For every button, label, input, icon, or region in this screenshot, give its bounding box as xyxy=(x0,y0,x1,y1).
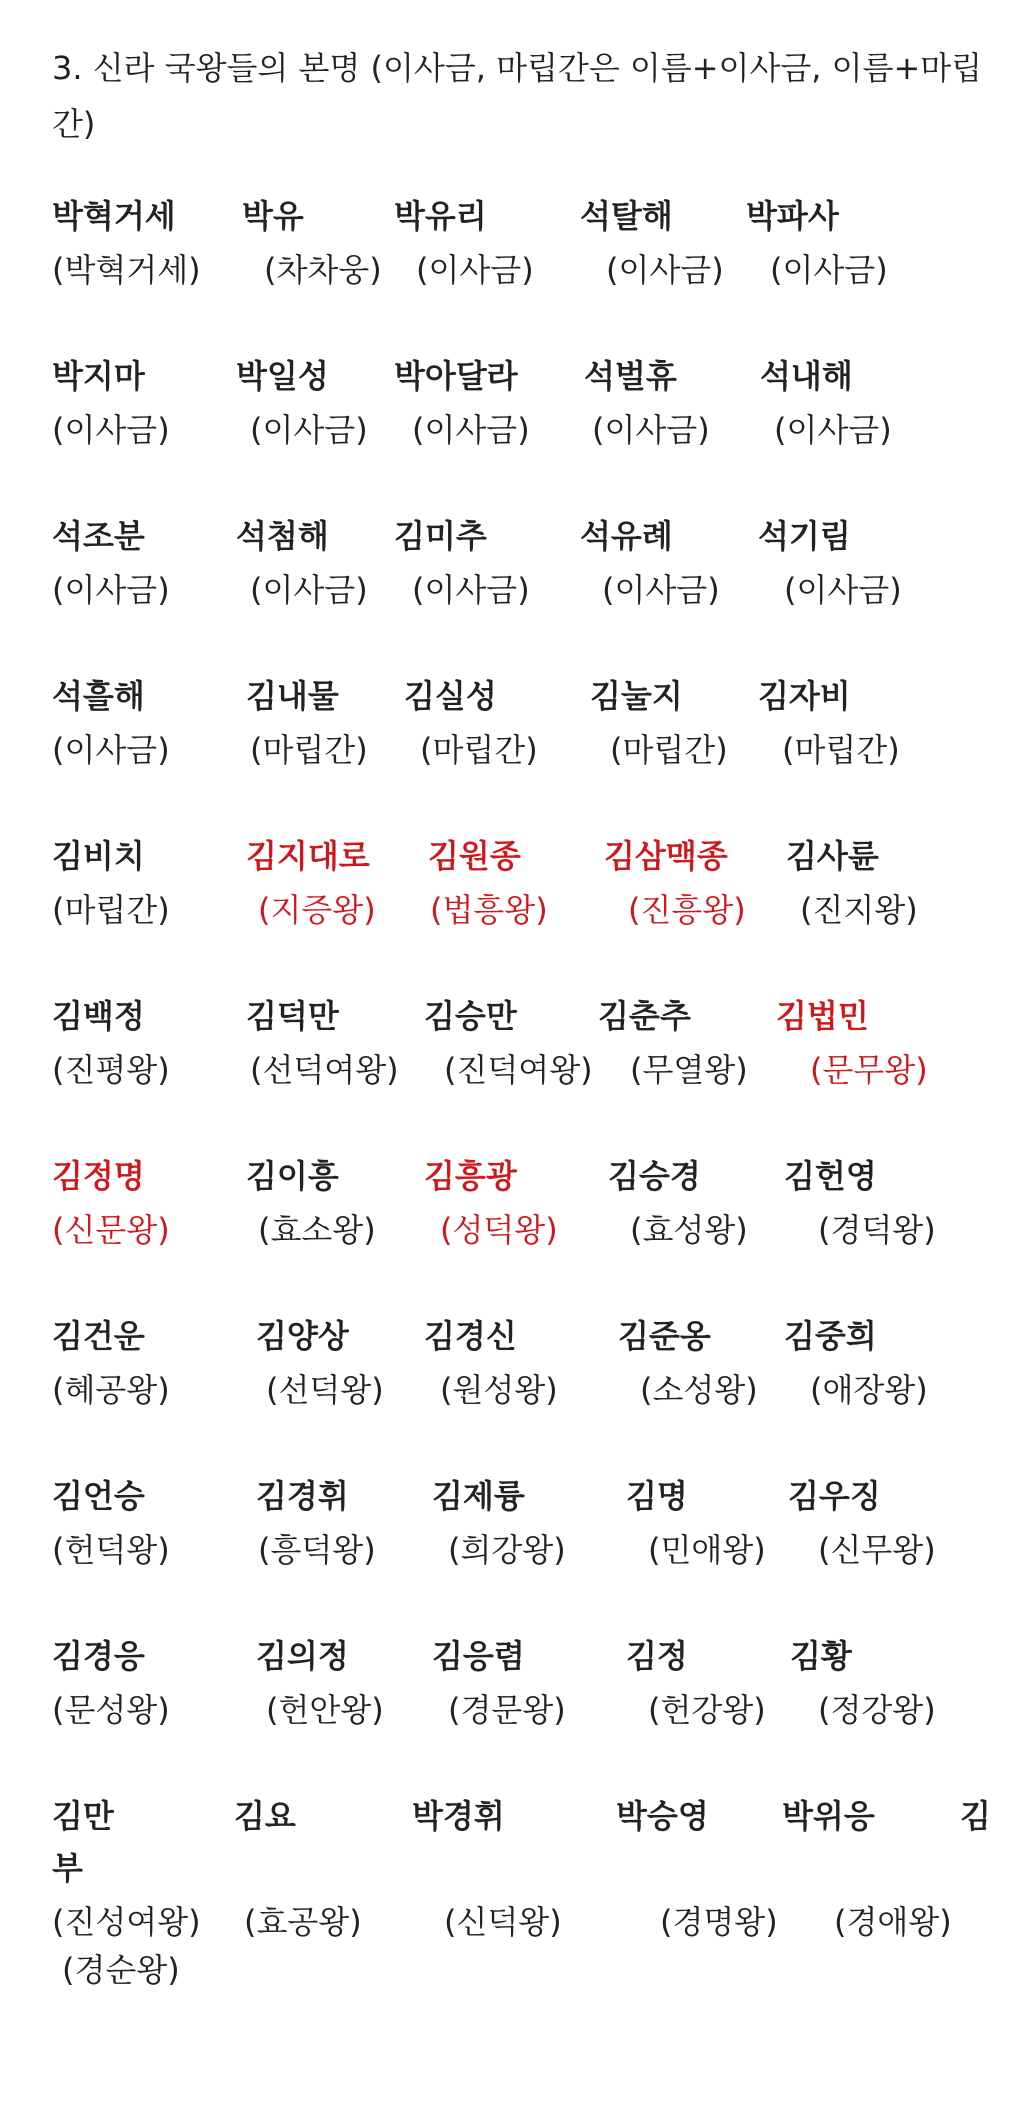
king-title: (이사금) xyxy=(412,571,530,609)
king-name: 김황 xyxy=(790,1637,852,1675)
king-name-highlighted: 김지대로 xyxy=(246,837,370,875)
king-title: (이사금) xyxy=(416,251,534,289)
king-title: (이사금) xyxy=(52,731,170,769)
king-name: 석내해 xyxy=(760,357,853,395)
king-name-highlighted: 김법민 xyxy=(776,997,869,1035)
king-title: (원성왕) xyxy=(440,1371,558,1409)
king-name: 박아달라 xyxy=(394,357,518,395)
king-name: 석첨해 xyxy=(236,517,329,555)
king-title: (마립간) xyxy=(782,731,900,769)
king-name: 김내물 xyxy=(246,677,339,715)
king-name: 김승만 xyxy=(424,997,517,1035)
king-title: (효공왕) xyxy=(244,1903,362,1941)
king-title: (마립간) xyxy=(420,731,538,769)
king-title: (진성여왕) xyxy=(52,1903,201,1941)
king-title: (경문왕) xyxy=(448,1691,566,1729)
king-name: 박위응 xyxy=(782,1797,875,1835)
king-title: (흥덕왕) xyxy=(258,1531,376,1569)
king-title: (선덕왕) xyxy=(266,1371,384,1409)
king-name-highlighted: 김흥광 xyxy=(424,1157,517,1195)
king-title: (진평왕) xyxy=(52,1051,170,1089)
king-name: 박유리 xyxy=(394,197,487,235)
king-name: 김경휘 xyxy=(256,1477,349,1515)
king-title: (경순왕) xyxy=(62,1951,180,1989)
king-title: (무열왕) xyxy=(630,1051,748,1089)
king-name: 김의정 xyxy=(256,1637,349,1675)
king-name: 김건운 xyxy=(52,1317,145,1355)
king-title-highlighted: (진흥왕) xyxy=(628,891,746,929)
king-name: 박승영 xyxy=(616,1797,709,1835)
king-name: 박지마 xyxy=(52,357,145,395)
king-name: 석벌휴 xyxy=(584,357,677,395)
king-title: (선덕여왕) xyxy=(250,1051,399,1089)
king-name-highlighted: 김삼맥종 xyxy=(604,837,728,875)
king-title: (경덕왕) xyxy=(818,1211,936,1249)
king-title: (이사금) xyxy=(606,251,724,289)
king-title: (진지왕) xyxy=(800,891,918,929)
king-title: (마립간) xyxy=(610,731,728,769)
king-title: (이사금) xyxy=(412,411,530,449)
king-title: (소성왕) xyxy=(640,1371,758,1409)
king-name: 석조분 xyxy=(52,517,145,555)
king-name-highlighted: 김원종 xyxy=(428,837,521,875)
king-title: (마립간) xyxy=(52,891,170,929)
king-name: 김승경 xyxy=(608,1157,701,1195)
king-name: 박유 xyxy=(242,197,304,235)
king-title: (이사금) xyxy=(52,571,170,609)
king-name-highlighted: 김정명 xyxy=(52,1157,145,1195)
king-title: (경애왕) xyxy=(834,1903,952,1941)
king-title: (문성왕) xyxy=(52,1691,170,1729)
king-name: 김실성 xyxy=(404,677,497,715)
king-name: 김요 xyxy=(234,1797,296,1835)
king-name: 김언승 xyxy=(52,1477,145,1515)
king-title-highlighted: (지증왕) xyxy=(258,891,376,929)
king-name: 김 xyxy=(960,1797,991,1835)
king-name: 박혁거세 xyxy=(52,197,176,235)
king-name: 김사륜 xyxy=(786,837,879,875)
king-name: 김자비 xyxy=(758,677,851,715)
king-name: 김헌영 xyxy=(784,1157,877,1195)
king-name: 김정 xyxy=(626,1637,688,1675)
king-title: (이사금) xyxy=(784,571,902,609)
king-name: 김미추 xyxy=(394,517,487,555)
king-name: 김이흥 xyxy=(246,1157,339,1195)
king-name: 박파사 xyxy=(746,197,839,235)
king-name: 김명 xyxy=(626,1477,688,1515)
king-name: 김우징 xyxy=(788,1477,881,1515)
king-title: (이사금) xyxy=(52,411,170,449)
king-name: 김경응 xyxy=(52,1637,145,1675)
king-title: (효성왕) xyxy=(630,1211,748,1249)
king-title-highlighted: (신문왕) xyxy=(52,1211,170,1249)
king-name: 김덕만 xyxy=(246,997,339,1035)
king-title: (박혁거세) xyxy=(52,251,201,289)
king-title: (애장왕) xyxy=(810,1371,928,1409)
king-title-highlighted: (법흥왕) xyxy=(430,891,548,929)
king-title: (이사금) xyxy=(770,251,888,289)
king-name: 김중희 xyxy=(784,1317,877,1355)
king-name: 석유례 xyxy=(580,517,673,555)
king-title: (혜공왕) xyxy=(52,1371,170,1409)
king-title: (헌덕왕) xyxy=(52,1531,170,1569)
king-title: (이사금) xyxy=(602,571,720,609)
king-title: (효소왕) xyxy=(258,1211,376,1249)
king-title: (이사금) xyxy=(250,571,368,609)
king-name: 박경휘 xyxy=(412,1797,505,1835)
king-name: 박일성 xyxy=(236,357,329,395)
king-name: 석흘해 xyxy=(52,677,145,715)
king-name: 부 xyxy=(52,1849,83,1887)
king-name: 김비치 xyxy=(52,837,145,875)
king-title: (민애왕) xyxy=(648,1531,766,1569)
king-name: 김제륭 xyxy=(432,1477,525,1515)
king-name: 김양상 xyxy=(256,1317,349,1355)
king-name: 김눌지 xyxy=(590,677,683,715)
king-title: (이사금) xyxy=(250,411,368,449)
king-title: (차차웅) xyxy=(264,251,382,289)
king-title: (경명왕) xyxy=(660,1903,778,1941)
king-name: 김경신 xyxy=(424,1317,517,1355)
page-heading: 3. 신라 국왕들의 본명 (이사금, 마립간은 이름+이사금, 이름+마립간) xyxy=(52,49,983,143)
king-name: 김백정 xyxy=(52,997,145,1035)
king-name: 김춘추 xyxy=(598,997,691,1035)
king-title: (헌안왕) xyxy=(266,1691,384,1729)
king-name: 김응렴 xyxy=(432,1637,525,1675)
king-title: (정강왕) xyxy=(818,1691,936,1729)
king-title-highlighted: (성덕왕) xyxy=(440,1211,558,1249)
king-name: 석기림 xyxy=(758,517,851,555)
king-title: (진덕여왕) xyxy=(444,1051,593,1089)
king-title: (이사금) xyxy=(774,411,892,449)
king-title: (신무왕) xyxy=(818,1531,936,1569)
king-title: (헌강왕) xyxy=(648,1691,766,1729)
king-title: (희강왕) xyxy=(448,1531,566,1569)
king-title-highlighted: (문무왕) xyxy=(810,1051,928,1089)
king-name: 김준옹 xyxy=(618,1317,711,1355)
king-name: 김만 xyxy=(52,1797,114,1835)
king-title: (신덕왕) xyxy=(444,1903,562,1941)
king-title: (이사금) xyxy=(592,411,710,449)
king-title: (마립간) xyxy=(250,731,368,769)
king-name: 석탈해 xyxy=(580,197,673,235)
